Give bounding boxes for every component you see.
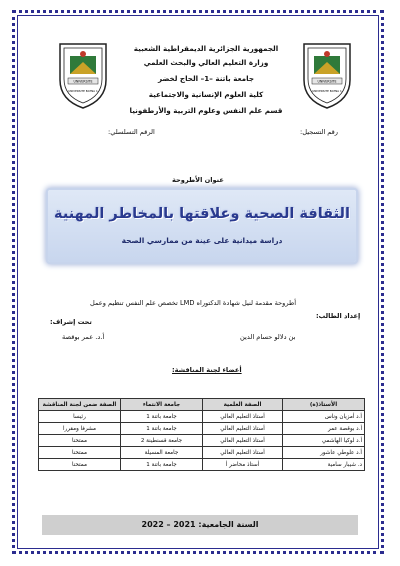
table-row [39,423,365,435]
member-university: جامعة باتنة 1 [121,459,203,471]
member-rank: أستاذ التعليم العالي [203,411,283,423]
thesis-title: الثقافة الصحية وعلاقتها بالمخاطر المهنية [54,206,350,222]
header-ministry: وزارة التعليم العالي والبحث العلمي [143,58,269,67]
student-name: بن دلالو حسام الدين [240,333,296,341]
member-rank: أستاذ التعليم العالي [203,447,283,459]
university-logo-right [300,40,354,110]
member-rank: أستاذ التعليم العالي [203,423,283,435]
member-university: جامعة قسنطينة 2 [121,435,203,447]
member-rank: أستاذ محاضر أ [203,459,283,471]
column-header-professor: الأستاذ(ة) [283,399,365,411]
header-department: قسم علم النفس وعلوم التربية والأرطفونيا [129,106,283,115]
committee-heading: أعضاء لجنة المناقشة: [172,366,242,374]
member-role: مشرفا ومقررا [39,423,121,435]
column-header-role: الصفة ضمن لجنة المناقشة [39,399,121,411]
table-row [39,411,365,423]
member-university: جامعة المسيلة [121,447,203,459]
thesis-title-box [48,190,356,262]
member-role: ممتحنا [39,435,121,447]
member-university: جامعة باتنة 1 [121,411,203,423]
member-name: أ.د أمزيان وناس [283,411,365,423]
member-name: أ.د بوقصة عمر [283,423,365,435]
svg-text:UNIVERSITE: UNIVERSITE [317,79,337,84]
committee-table [38,398,365,471]
registration-number-label: رقم التسجيل: [300,128,338,136]
header-republic: الجمهورية الجزائرية الديمقراطية الشعبية [133,44,279,53]
svg-text:UNIVERSITE BATNA 1: UNIVERSITE BATNA 1 [312,89,342,93]
university-logo-left [56,40,110,110]
thesis-title-label: عنوان الأطروحة [172,176,224,184]
member-role: رئيسا [39,411,121,423]
thesis-purpose: أطروحة مقدمة لنيل شهادة الدكتوراه LMD تخصص علم النفس تنظيم وعمل [90,299,297,307]
column-header-rank: الصفة العلمية [203,399,283,411]
header-university: جامعة باتنة –1– الحاج لخضر [157,74,254,83]
member-rank: أستاذ التعليم العالي [203,435,283,447]
thesis-subtitle: دراسة ميدانية على عينة من ممارسي الصحة [121,236,283,245]
table-header-row [39,399,365,411]
member-university: جامعة باتنة 1 [121,423,203,435]
table-row [39,459,365,471]
svg-text:UNIVERSITE: UNIVERSITE [73,79,93,84]
column-header-university: جامعة الانتماء [121,399,203,411]
supervisor-label: تحت إشراف: [50,318,92,326]
member-name: أ.د علوطي عاشور [283,447,365,459]
member-name: أ.د لوكيا الهاشمي [283,435,365,447]
table-row [39,447,365,459]
table-row [39,435,365,447]
member-role: ممتحنا [39,447,121,459]
svg-text:UNIVERSITE BATNA 1: UNIVERSITE BATNA 1 [68,89,98,93]
supervisor-name: أ.د. عمر بوقصة [62,333,105,341]
academic-year-bar: السنة الجامعية: 2021 – 2022 [42,515,358,535]
serial-number-label: الرقم التسلسلي: [108,128,155,136]
student-label: إعداد الطالب: [316,312,361,320]
member-role: ممتحنا [39,459,121,471]
header-faculty: كلية العلوم الإنسانية والاجتماعية [148,90,264,99]
member-name: د. شيبار سامية [283,459,365,471]
